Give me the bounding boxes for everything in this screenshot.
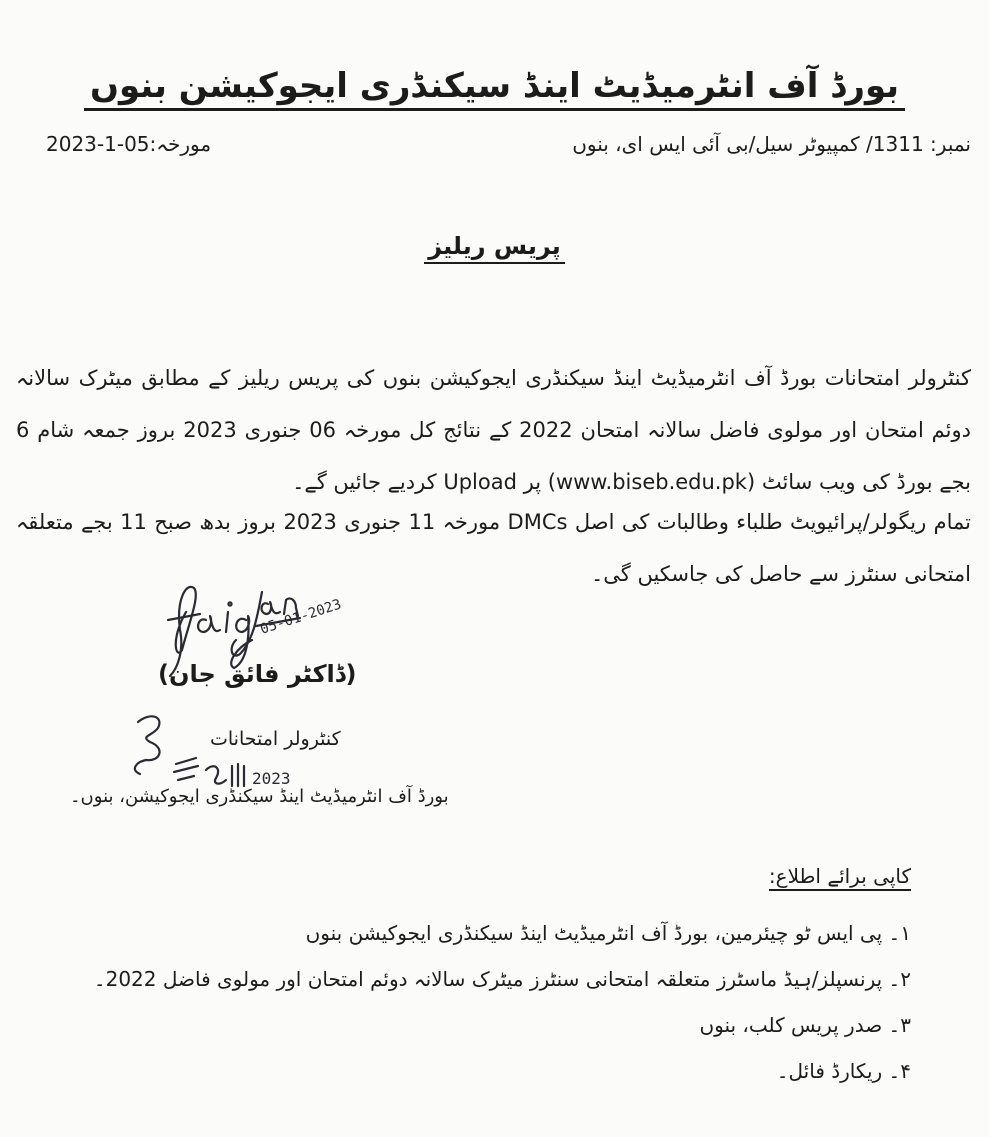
press-release-heading	[0, 232, 989, 264]
copy-to-list	[91, 910, 911, 1094]
copy-to-heading-text: کاپی برائے اطلاع:	[769, 864, 911, 891]
board-title-text: بورڈ آف انٹرمیڈیٹ اینڈ سیکنڈری ایجوکیشن بنوں	[84, 66, 905, 111]
press-release-heading-text: پریس ریلیز	[424, 232, 565, 264]
list-item: ۳۔ صدر پریس کلب، بنوں	[699, 1013, 911, 1037]
body-paragraph-results: کنٹرولر امتحانات بورڈ آف انٹرمیڈیٹ اینڈ سیکنڈری ایجوکیشن بنوں کی پریس ریلیز کے مطابق میٹرک سالانہ دوئم امتحان اور مولوی فاضل سالانہ امتحان 2022 کے نتائج کل مورخہ 06 جنوری 2023 بروز جمعہ شام 6 بجے بورڈ کی ویب سائٹ (www.biseb.edu.pk) پر Upload کردیے جائیں گے۔	[16, 366, 971, 494]
signatory-name: (ڈاکٹر فائق جان)	[158, 660, 357, 688]
reference-number: نمبر: 1311/ کمپیوٹر سیل/بی آئی ایس ای، بنوں	[572, 132, 971, 156]
list-item: ۴۔ ریکارڈ فائل۔	[776, 1059, 911, 1083]
list-item: ۲۔ پرنسپلز/ہیڈ ماسٹرز متعلقہ امتحانی سنٹرز میٹرک سالانہ دوئم امتحان اور مولوی فاضل 2022۔	[93, 967, 911, 991]
board-title	[0, 66, 989, 111]
release-date: مورخہ:05-1-2023	[46, 132, 212, 156]
signatory-organization: بورڈ آف انٹرمیڈیٹ اینڈ سیکنڈری ایجوکیشن، بنوں۔	[70, 786, 449, 807]
body-paragraph-dmcs: تمام ریگولر/پرائیویٹ طلباء وطالبات کی اصل DMCs مورخہ 11 جنوری 2023 بروز بدھ صبح 11 بجے متعلقہ امتحانی سنٹرز سے حاصل کی جاسکیں گی۔	[16, 510, 972, 586]
list-item: ۱۔ پی ایس ٹو چیئرمین، بورڈ آف انٹرمیڈیٹ اینڈ سیکنڈری ایجوکیشن بنوں	[305, 921, 911, 945]
svg-text:2023: 2023	[252, 769, 291, 788]
signatory-title: کنٹرولر امتحانات	[210, 728, 341, 750]
svg-text:05-01-2023: 05-01-2023	[258, 596, 344, 638]
copy-to-heading	[769, 864, 911, 888]
